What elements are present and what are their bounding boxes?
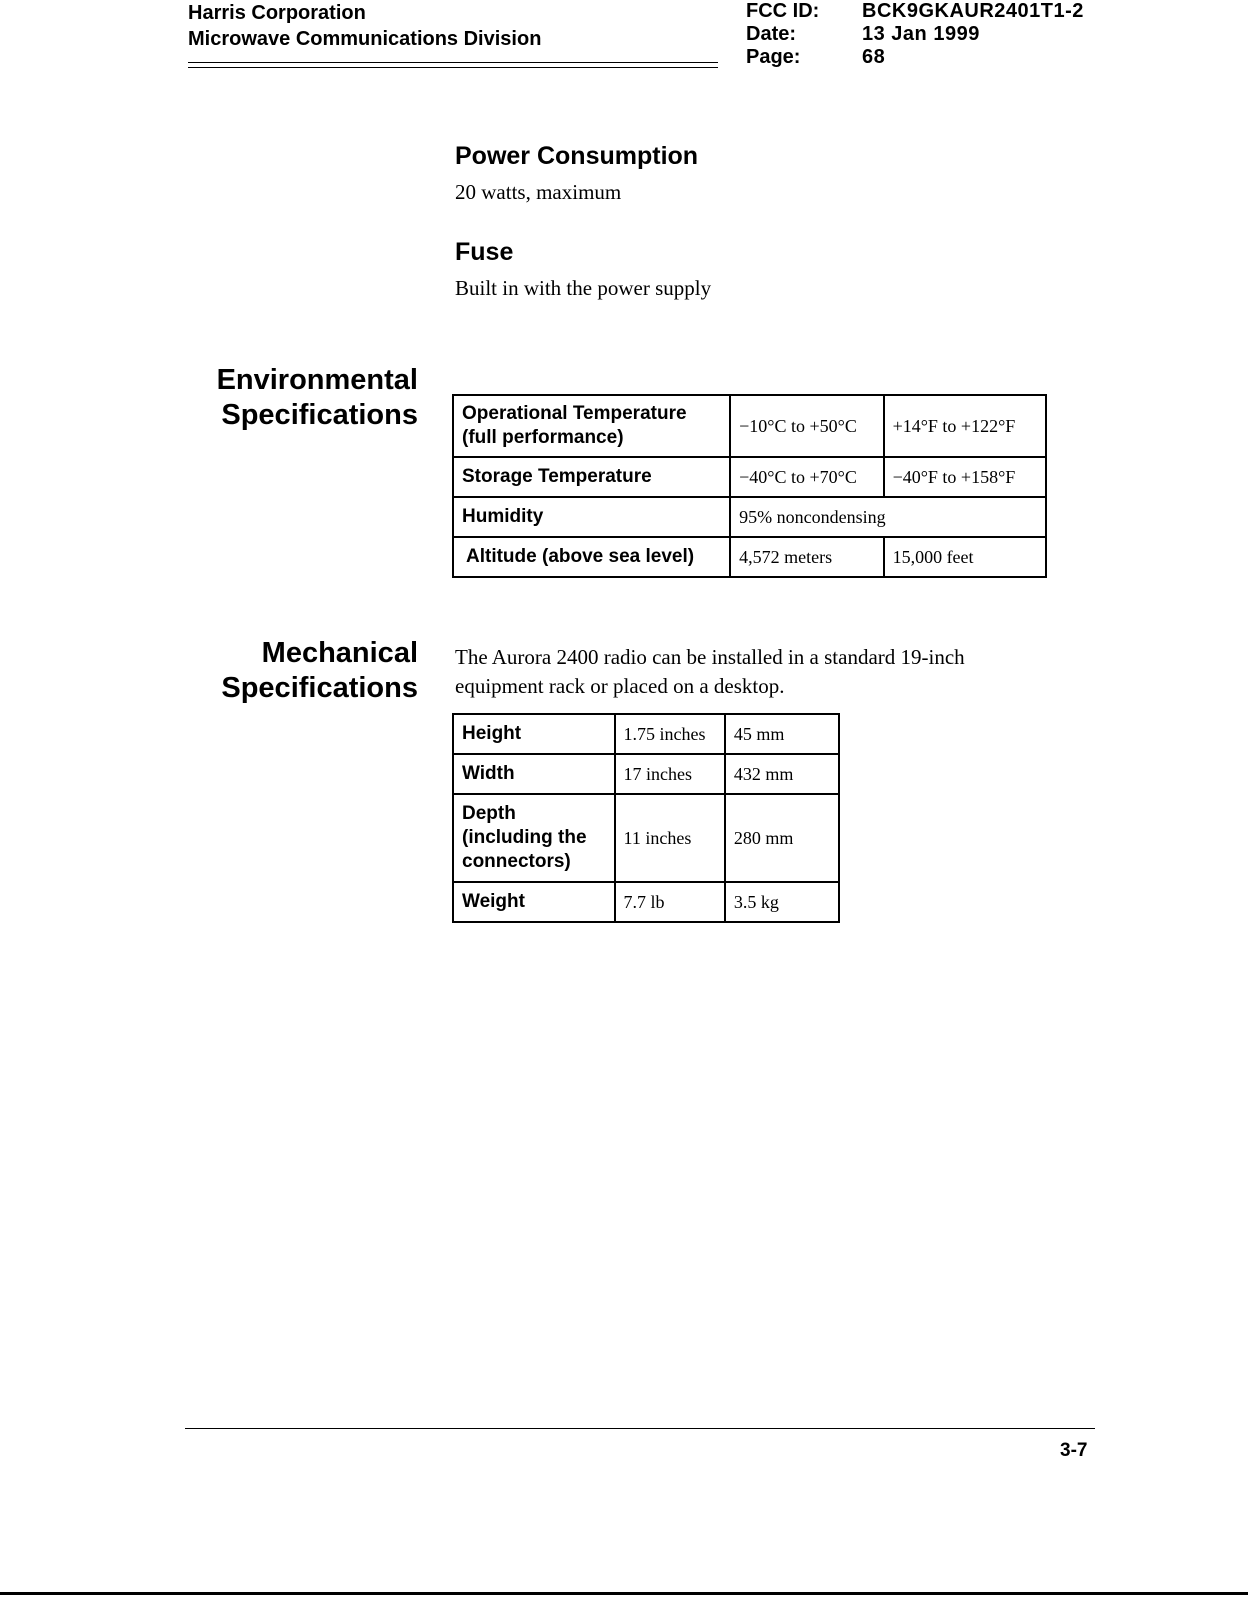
environmental-title-line2: Specifications (221, 399, 418, 431)
table-row (453, 794, 839, 882)
environmental-table (452, 394, 1047, 578)
mechanical-title-line1: Mechanical (261, 637, 418, 669)
env-label: Altitude (above sea level) (453, 537, 730, 577)
scan-edge (0, 1592, 1248, 1595)
header-rule-double (188, 67, 718, 68)
date-row (746, 23, 1084, 46)
mechanical-intro-line2: equipment rack or placed on a desktop. (455, 674, 785, 698)
header-right (746, 0, 1084, 69)
mech-metric: 3.5 kg (725, 882, 839, 922)
table-row (453, 395, 1046, 457)
page-number: 3-7 (1060, 1440, 1088, 1461)
mechanical-title (186, 636, 418, 706)
table-row (453, 714, 839, 754)
mech-label: Weight (453, 882, 615, 922)
mech-imperial: 17 inches (615, 754, 725, 794)
fuse-text: Built in with the power supply (455, 276, 712, 300)
date-label: Date: (746, 23, 797, 45)
page-value: 68 (862, 46, 886, 68)
mech-metric: 45 mm (725, 714, 839, 754)
table-row (453, 497, 1046, 537)
page-row (746, 46, 1084, 69)
mech-imperial: 1.75 inches (615, 714, 725, 754)
fcc-label: FCC ID: (746, 0, 820, 22)
date-value: 13 Jan 1999 (862, 23, 980, 45)
fcc-value: BCK9GKAUR2401T1-2 (862, 0, 1084, 22)
fuse-heading: Fuse (455, 238, 514, 266)
env-label: Operational Temperature (full performance) (453, 395, 730, 457)
env-fahrenheit: +14°F to +122°F (884, 395, 1046, 457)
env-celsius: −40°C to +70°C (730, 457, 883, 497)
env-label: Storage Temperature (453, 457, 730, 497)
mech-metric: 432 mm (725, 754, 839, 794)
mechanical-title-line2: Specifications (221, 672, 418, 704)
division-name: Microwave Communications Division (188, 28, 542, 50)
mechanical-intro-line1: The Aurora 2400 radio can be installed in a standard 19-inch (455, 645, 965, 669)
mech-label: Depth (including the connectors) (453, 794, 615, 882)
mech-imperial: 11 inches (615, 794, 725, 882)
mech-label: Height (453, 714, 615, 754)
mechanical-table (452, 713, 840, 923)
env-celsius: −10°C to +50°C (730, 395, 883, 457)
mechanical-intro (455, 643, 965, 701)
table-row (453, 537, 1046, 577)
fcc-row (746, 0, 1084, 23)
company-name: Harris Corporation (188, 2, 366, 24)
footer-rule (185, 1428, 1095, 1429)
mech-imperial: 7.7 lb (615, 882, 725, 922)
power-heading: Power Consumption (455, 142, 699, 170)
power-text: 20 watts, maximum (455, 180, 622, 204)
mech-label: Width (453, 754, 615, 794)
env-value: 95% noncondensing (730, 497, 1046, 537)
environmental-title (186, 363, 418, 433)
env-label: Humidity (453, 497, 730, 537)
environmental-title-line1: Environmental (216, 364, 418, 396)
env-fahrenheit: −40°F to +158°F (884, 457, 1046, 497)
page-label: Page: (746, 46, 801, 68)
env-metric: 4,572 meters (730, 537, 883, 577)
mech-metric: 280 mm (725, 794, 839, 882)
env-imperial: 15,000 feet (884, 537, 1046, 577)
table-row (453, 754, 839, 794)
table-row (453, 457, 1046, 497)
header-rule (188, 62, 718, 63)
table-row (453, 882, 839, 922)
header-left (188, 0, 541, 52)
